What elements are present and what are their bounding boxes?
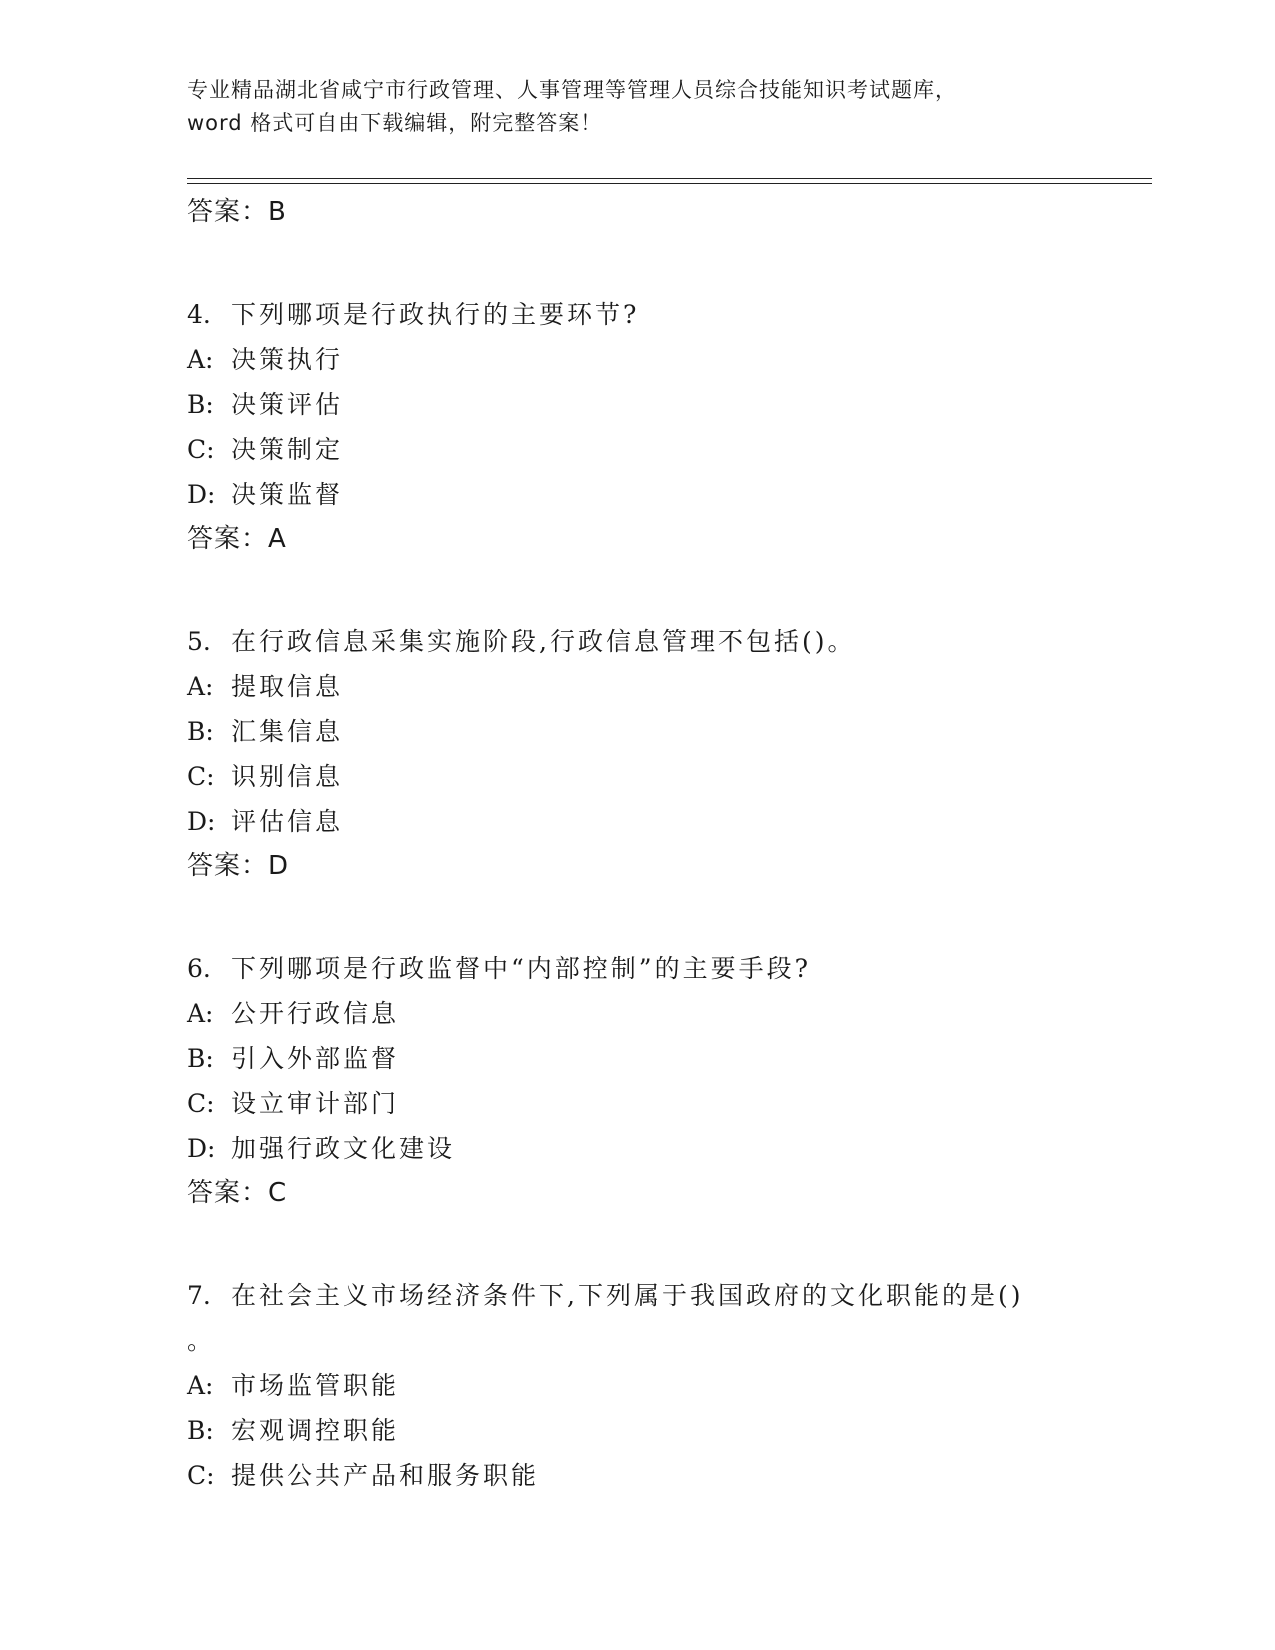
- option-item: [187, 1036, 1152, 1081]
- question-stem: [187, 619, 1152, 664]
- question-number: 6.: [187, 954, 211, 983]
- option-text: 宏观调控职能: [231, 1416, 400, 1445]
- option-text: 设立审计部门: [231, 1089, 400, 1118]
- document-header: [187, 74, 1067, 140]
- option-label: A:: [187, 999, 214, 1028]
- header-divider-bottom: [187, 183, 1152, 184]
- header-divider-top: [187, 178, 1152, 179]
- answer-prefix: 答案：: [187, 851, 269, 881]
- option-label: D:: [187, 807, 216, 836]
- option-label: C:: [187, 1461, 215, 1490]
- option-item: [187, 472, 1152, 517]
- option-label: D:: [187, 480, 216, 509]
- option-text: 决策监督: [231, 480, 344, 509]
- answer-value: A: [268, 524, 287, 554]
- option-item: [187, 664, 1152, 709]
- header-line-2: word 格式可自由下载编辑，附完整答案！: [187, 111, 603, 135]
- option-text: 决策制定: [231, 435, 344, 464]
- option-item: [187, 754, 1152, 799]
- question-text: 下列哪项是行政执行的主要环节?: [231, 300, 640, 329]
- header-line-1: 专业精品湖北省咸宁市行政管理、人事管理等管理人员综合技能知识考试题库，: [187, 78, 957, 102]
- option-item: [187, 709, 1152, 754]
- option-label: A:: [187, 345, 214, 374]
- option-label: B:: [187, 1044, 214, 1073]
- question-number: 7.: [187, 1281, 211, 1310]
- option-item: [187, 427, 1152, 472]
- option-text: 汇集信息: [231, 717, 344, 746]
- option-text: 决策执行: [231, 345, 344, 374]
- answer-line: [187, 517, 1152, 561]
- option-item: [187, 1453, 1152, 1498]
- answer-line: [187, 190, 1152, 234]
- answer-value: B: [268, 197, 287, 227]
- question-number: 4.: [187, 300, 211, 329]
- option-text: 提供公共产品和服务职能: [231, 1461, 540, 1490]
- answer-line: [187, 1171, 1152, 1215]
- answer-prefix: 答案：: [187, 524, 269, 554]
- option-text: 提取信息: [231, 672, 344, 701]
- option-item: [187, 991, 1152, 1036]
- option-text: 加强行政文化建设: [231, 1134, 456, 1163]
- answer-prefix: 答案：: [187, 1178, 269, 1208]
- answer-line: [187, 844, 1152, 888]
- question-number: 5.: [187, 627, 211, 656]
- option-label: B:: [187, 717, 214, 746]
- answer-prefix: 答案：: [187, 197, 269, 227]
- option-item: [187, 1363, 1152, 1408]
- option-item: [187, 1081, 1152, 1126]
- option-label: A:: [187, 1371, 214, 1400]
- option-item: [187, 1408, 1152, 1453]
- option-item: [187, 1126, 1152, 1171]
- option-label: B:: [187, 390, 214, 419]
- option-label: A:: [187, 672, 214, 701]
- option-label: D:: [187, 1134, 216, 1163]
- option-text: 公开行政信息: [231, 999, 400, 1028]
- question-stem: [187, 1273, 1152, 1318]
- question-stem: [187, 292, 1152, 337]
- option-label: C:: [187, 1089, 215, 1118]
- answer-value: C: [268, 1178, 288, 1208]
- question-text-continued: 。: [187, 1326, 216, 1355]
- option-text: 评估信息: [231, 807, 344, 836]
- option-label: C:: [187, 435, 215, 464]
- option-text: 识别信息: [231, 762, 344, 791]
- question-text: 在行政信息采集实施阶段,行政信息管理不包括()。: [231, 627, 856, 656]
- option-item: [187, 337, 1152, 382]
- question-list: [187, 190, 1152, 1498]
- question-text: 下列哪项是行政监督中“内部控制”的主要手段?: [231, 954, 811, 983]
- option-item: [187, 382, 1152, 427]
- option-label: C:: [187, 762, 215, 791]
- question-stem: [187, 946, 1152, 991]
- option-item: [187, 799, 1152, 844]
- option-text: 市场监管职能: [231, 1371, 400, 1400]
- option-text: 决策评估: [231, 390, 344, 419]
- option-text: 引入外部监督: [231, 1044, 400, 1073]
- question-text: 在社会主义市场经济条件下,下列属于我国政府的文化职能的是(): [231, 1281, 1024, 1310]
- option-label: B:: [187, 1416, 214, 1445]
- answer-value: D: [268, 851, 290, 881]
